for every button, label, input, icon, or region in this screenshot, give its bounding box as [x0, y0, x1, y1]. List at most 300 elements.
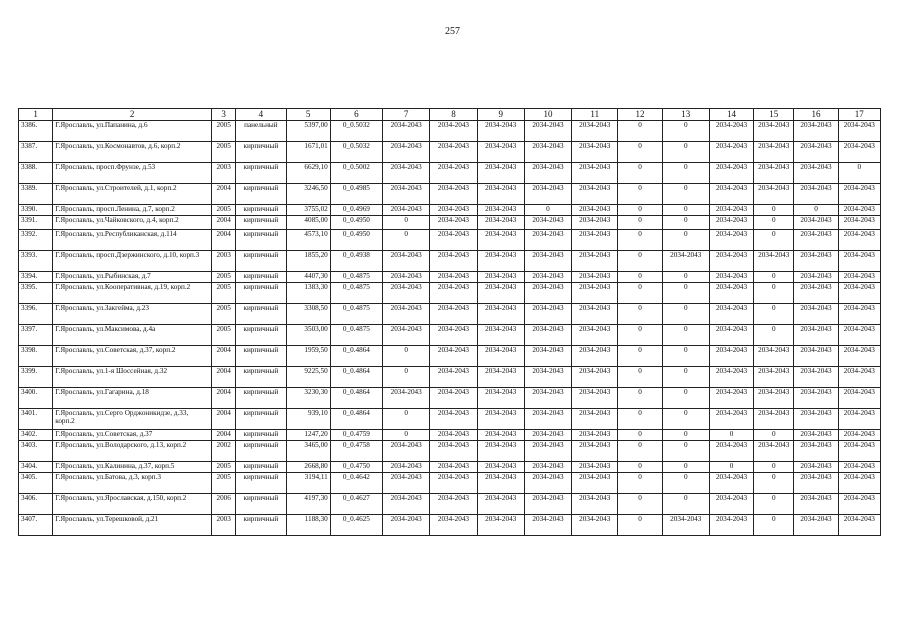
area-cell: 1855,20: [286, 251, 330, 272]
period-col-16-cell: 2034-2043: [794, 462, 838, 473]
index-value-cell: 0_0.4642: [330, 473, 382, 494]
row-number-cell: 3393.: [19, 251, 53, 272]
period-col-14-cell: 2034-2043: [709, 121, 753, 142]
wall-material-cell: кирпичный: [236, 163, 286, 184]
period-col-11-cell: 2034-2043: [572, 409, 618, 430]
period-col-10-cell: 2034-2043: [524, 184, 571, 205]
row-number-cell: 3394.: [19, 272, 53, 283]
period-col-11-cell: 2034-2043: [572, 163, 618, 184]
period-col-10-cell: 2034-2043: [524, 272, 571, 283]
period-col-15-cell: 2034-2043: [754, 142, 794, 163]
col-12-cell: 0: [618, 304, 662, 325]
column-header-1: 1: [19, 109, 53, 121]
period-col-10-cell: 0: [524, 205, 571, 216]
period-col-10-cell: 2034-2043: [524, 388, 571, 409]
period-col-17-cell: 2034-2043: [838, 473, 880, 494]
period-col-13-cell: 0: [662, 216, 709, 230]
wall-material-cell: кирпичный: [236, 283, 286, 304]
area-cell: 3194,11: [286, 473, 330, 494]
row-number-cell: 3395.: [19, 283, 53, 304]
period-col-15-cell: 0: [754, 494, 794, 515]
period-col-17-cell: 2034-2043: [838, 325, 880, 346]
period-col-17-cell: 2034-2043: [838, 515, 880, 536]
index-value-cell: 0_0.4864: [330, 388, 382, 409]
col-12-cell: 0: [618, 409, 662, 430]
wall-material-cell: кирпичный: [236, 409, 286, 430]
year-built-cell: 2005: [212, 304, 236, 325]
row-number-cell: 3389.: [19, 184, 53, 205]
period-col-8-cell: 2034-2043: [430, 205, 477, 216]
period-col-15-cell: 0: [754, 304, 794, 325]
period-col-16-cell: 2034-2043: [794, 473, 838, 494]
address-cell: Г.Ярославль, ул.Папанина, д.6: [53, 121, 212, 142]
period-col-16-cell: 2034-2043: [794, 251, 838, 272]
period-col-7-cell: 0: [383, 367, 430, 388]
period-col-7-cell: 2034-2043: [383, 304, 430, 325]
period-col-14-cell: 2034-2043: [709, 367, 753, 388]
period-col-16-cell: 2034-2043: [794, 163, 838, 184]
index-value-cell: 0_0.4875: [330, 272, 382, 283]
period-col-9-cell: 2034-2043: [477, 216, 524, 230]
period-col-11-cell: 2034-2043: [572, 283, 618, 304]
period-col-11-cell: 2034-2043: [572, 346, 618, 367]
wall-material-cell: кирпичный: [236, 430, 286, 441]
period-col-16-cell: 2034-2043: [794, 121, 838, 142]
period-col-14-cell: 2034-2043: [709, 230, 753, 251]
wall-material-cell: кирпичный: [236, 304, 286, 325]
col-12-cell: 0: [618, 163, 662, 184]
period-col-16-cell: 2034-2043: [794, 515, 838, 536]
table-row: [19, 304, 881, 325]
year-built-cell: 2004: [212, 346, 236, 367]
period-col-17-cell: 2034-2043: [838, 388, 880, 409]
period-col-17-cell: 2034-2043: [838, 272, 880, 283]
period-col-16-cell: 0: [794, 205, 838, 216]
year-built-cell: 2005: [212, 205, 236, 216]
col-12-cell: 0: [618, 205, 662, 216]
address-cell: Г.Ярославль, ул.Ярославская, д.150, корп.2: [53, 494, 212, 515]
index-value-cell: 0_0.4625: [330, 515, 382, 536]
area-cell: 3755,02: [286, 205, 330, 216]
period-col-11-cell: 2034-2043: [572, 325, 618, 346]
period-col-8-cell: 2034-2043: [430, 184, 477, 205]
index-value-cell: 0_0.4985: [330, 184, 382, 205]
year-built-cell: 2005: [212, 473, 236, 494]
period-col-7-cell: 0: [383, 346, 430, 367]
period-col-7-cell: 0: [383, 216, 430, 230]
period-col-13-cell: 0: [662, 283, 709, 304]
period-col-7-cell: 0: [383, 230, 430, 251]
address-cell: Г.Ярославль, ул.Калинина, д.37, корп.5: [53, 462, 212, 473]
address-cell: Г.Ярославль, ул.Закгейма, д.23: [53, 304, 212, 325]
wall-material-cell: кирпичный: [236, 251, 286, 272]
period-col-11-cell: 2034-2043: [572, 304, 618, 325]
col-12-cell: 0: [618, 494, 662, 515]
period-col-13-cell: 0: [662, 388, 709, 409]
period-col-7-cell: 2034-2043: [383, 283, 430, 304]
period-col-9-cell: 2034-2043: [477, 409, 524, 430]
year-built-cell: 2004: [212, 216, 236, 230]
wall-material-cell: кирпичный: [236, 388, 286, 409]
period-col-8-cell: 2034-2043: [430, 142, 477, 163]
address-cell: Г.Ярославль, ул.Кооперативная, д.19, корп.2: [53, 283, 212, 304]
wall-material-cell: кирпичный: [236, 515, 286, 536]
table-row: [19, 142, 881, 163]
col-12-cell: 0: [618, 515, 662, 536]
period-col-14-cell: 2034-2043: [709, 515, 753, 536]
area-cell: 2668,80: [286, 462, 330, 473]
year-built-cell: 2003: [212, 251, 236, 272]
wall-material-cell: кирпичный: [236, 346, 286, 367]
row-number-cell: 3401.: [19, 409, 53, 430]
period-col-10-cell: 2034-2043: [524, 367, 571, 388]
wall-material-cell: кирпичный: [236, 142, 286, 163]
row-number-cell: 3400.: [19, 388, 53, 409]
period-col-8-cell: 2034-2043: [430, 304, 477, 325]
column-header-13: 13: [662, 109, 709, 121]
period-col-10-cell: 2034-2043: [524, 430, 571, 441]
period-col-15-cell: 0: [754, 205, 794, 216]
period-col-16-cell: 2034-2043: [794, 283, 838, 304]
row-number-cell: 3392.: [19, 230, 53, 251]
period-col-8-cell: 2034-2043: [430, 515, 477, 536]
column-header-5: 5: [286, 109, 330, 121]
period-col-17-cell: 2034-2043: [838, 304, 880, 325]
period-col-11-cell: 2034-2043: [572, 494, 618, 515]
col-12-cell: 0: [618, 441, 662, 462]
period-col-9-cell: 2034-2043: [477, 205, 524, 216]
period-col-14-cell: 2034-2043: [709, 473, 753, 494]
period-col-7-cell: 2034-2043: [383, 142, 430, 163]
period-col-9-cell: 2034-2043: [477, 367, 524, 388]
period-col-13-cell: 0: [662, 430, 709, 441]
period-col-17-cell: 2034-2043: [838, 121, 880, 142]
period-col-9-cell: 2034-2043: [477, 142, 524, 163]
area-cell: 6629,10: [286, 163, 330, 184]
row-number-cell: 3403.: [19, 441, 53, 462]
period-col-10-cell: 2034-2043: [524, 494, 571, 515]
period-col-7-cell: 2034-2043: [383, 462, 430, 473]
col-12-cell: 0: [618, 430, 662, 441]
row-number-cell: 3386.: [19, 121, 53, 142]
wall-material-cell: панельный: [236, 121, 286, 142]
period-col-14-cell: 2034-2043: [709, 346, 753, 367]
address-cell: Г.Ярославль, просп.Дзержинского, д.10, корп.3: [53, 251, 212, 272]
col-12-cell: 0: [618, 251, 662, 272]
area-cell: 9225,50: [286, 367, 330, 388]
column-header-4: 4: [236, 109, 286, 121]
period-col-13-cell: 0: [662, 121, 709, 142]
area-cell: 939,10: [286, 409, 330, 430]
table-row: [19, 441, 881, 462]
table-row: [19, 251, 881, 272]
period-col-17-cell: 2034-2043: [838, 283, 880, 304]
period-col-10-cell: 2034-2043: [524, 441, 571, 462]
period-col-13-cell: 2034-2043: [662, 515, 709, 536]
period-col-7-cell: 2034-2043: [383, 121, 430, 142]
col-12-cell: 0: [618, 272, 662, 283]
area-cell: 5397,00: [286, 121, 330, 142]
period-col-17-cell: 2034-2043: [838, 430, 880, 441]
period-col-13-cell: 0: [662, 304, 709, 325]
period-col-11-cell: 2034-2043: [572, 142, 618, 163]
period-col-9-cell: 2034-2043: [477, 388, 524, 409]
period-col-13-cell: 0: [662, 367, 709, 388]
column-header-3: 3: [212, 109, 236, 121]
col-12-cell: 0: [618, 346, 662, 367]
area-cell: 1959,50: [286, 346, 330, 367]
period-col-9-cell: 2034-2043: [477, 163, 524, 184]
wall-material-cell: кирпичный: [236, 494, 286, 515]
col-12-cell: 0: [618, 184, 662, 205]
year-built-cell: 2004: [212, 430, 236, 441]
period-col-15-cell: 0: [754, 230, 794, 251]
row-number-cell: 3391.: [19, 216, 53, 230]
year-built-cell: 2004: [212, 367, 236, 388]
period-col-8-cell: 2034-2043: [430, 367, 477, 388]
period-col-13-cell: 0: [662, 325, 709, 346]
period-col-7-cell: 2034-2043: [383, 473, 430, 494]
column-header-15: 15: [754, 109, 794, 121]
period-col-15-cell: 2034-2043: [754, 251, 794, 272]
table-row: [19, 121, 881, 142]
period-col-8-cell: 2034-2043: [430, 216, 477, 230]
period-col-10-cell: 2034-2043: [524, 304, 571, 325]
period-col-11-cell: 2034-2043: [572, 251, 618, 272]
index-value-cell: 0_0.4759: [330, 430, 382, 441]
period-col-13-cell: 0: [662, 142, 709, 163]
period-col-8-cell: 2034-2043: [430, 163, 477, 184]
column-header-8: 8: [430, 109, 477, 121]
period-col-14-cell: 2034-2043: [709, 216, 753, 230]
wall-material-cell: кирпичный: [236, 473, 286, 494]
address-cell: Г.Ярославль, ул.Советская, д.37, корп.2: [53, 346, 212, 367]
table-row: [19, 388, 881, 409]
area-cell: 1247,20: [286, 430, 330, 441]
period-col-17-cell: 0: [838, 163, 880, 184]
table-row: [19, 272, 881, 283]
period-col-17-cell: 2034-2043: [838, 346, 880, 367]
period-col-9-cell: 2034-2043: [477, 441, 524, 462]
period-col-15-cell: 2034-2043: [754, 163, 794, 184]
period-col-7-cell: 2034-2043: [383, 441, 430, 462]
period-col-8-cell: 2034-2043: [430, 121, 477, 142]
area-cell: 3230,30: [286, 388, 330, 409]
period-col-7-cell: 2034-2043: [383, 163, 430, 184]
col-12-cell: 0: [618, 121, 662, 142]
period-col-11-cell: 2034-2043: [572, 515, 618, 536]
address-cell: Г.Ярославль, ул.Серго Орджоникидзе, д.33, корп.2: [53, 409, 212, 430]
wall-material-cell: кирпичный: [236, 367, 286, 388]
period-col-17-cell: 2034-2043: [838, 494, 880, 515]
area-cell: 3246,50: [286, 184, 330, 205]
period-col-16-cell: 2034-2043: [794, 184, 838, 205]
period-col-13-cell: 0: [662, 473, 709, 494]
period-col-16-cell: 2034-2043: [794, 325, 838, 346]
col-12-cell: 0: [618, 473, 662, 494]
period-col-11-cell: 2034-2043: [572, 230, 618, 251]
period-col-16-cell: 2034-2043: [794, 230, 838, 251]
period-col-10-cell: 2034-2043: [524, 251, 571, 272]
period-col-14-cell: 2034-2043: [709, 494, 753, 515]
period-col-9-cell: 2034-2043: [477, 473, 524, 494]
index-value-cell: 0_0.4950: [330, 216, 382, 230]
period-col-15-cell: 0: [754, 216, 794, 230]
period-col-9-cell: 2034-2043: [477, 251, 524, 272]
area-cell: 1188,30: [286, 515, 330, 536]
column-header-16: 16: [794, 109, 838, 121]
table-row: [19, 473, 881, 494]
table-row: [19, 367, 881, 388]
period-col-8-cell: 2034-2043: [430, 473, 477, 494]
period-col-15-cell: 2034-2043: [754, 441, 794, 462]
index-value-cell: 0_0.4875: [330, 304, 382, 325]
period-col-11-cell: 2034-2043: [572, 121, 618, 142]
table-row: [19, 430, 881, 441]
period-col-9-cell: 2034-2043: [477, 515, 524, 536]
row-number-cell: 3397.: [19, 325, 53, 346]
period-col-16-cell: 2034-2043: [794, 430, 838, 441]
wall-material-cell: кирпичный: [236, 441, 286, 462]
period-col-7-cell: 2034-2043: [383, 184, 430, 205]
period-col-14-cell: 2034-2043: [709, 441, 753, 462]
period-col-16-cell: 2034-2043: [794, 216, 838, 230]
period-col-13-cell: 0: [662, 272, 709, 283]
address-cell: Г.Ярославль, ул.Космонавтов, д.6, корп.2: [53, 142, 212, 163]
period-col-15-cell: 0: [754, 272, 794, 283]
address-cell: Г.Ярославль, ул.Батова, д.3, корп.3: [53, 473, 212, 494]
period-col-10-cell: 2034-2043: [524, 462, 571, 473]
period-col-10-cell: 2034-2043: [524, 121, 571, 142]
period-col-14-cell: 2034-2043: [709, 142, 753, 163]
period-col-15-cell: 2034-2043: [754, 367, 794, 388]
period-col-9-cell: 2034-2043: [477, 184, 524, 205]
index-value-cell: 0_0.4758: [330, 441, 382, 462]
period-col-10-cell: 2034-2043: [524, 283, 571, 304]
address-cell: Г.Ярославль, ул.Рыбинская, д.7: [53, 272, 212, 283]
area-cell: 4197,30: [286, 494, 330, 515]
period-col-15-cell: 2034-2043: [754, 388, 794, 409]
period-col-7-cell: 2034-2043: [383, 515, 430, 536]
area-cell: 3308,50: [286, 304, 330, 325]
row-number-cell: 3388.: [19, 163, 53, 184]
column-header-7: 7: [383, 109, 430, 121]
wall-material-cell: кирпичный: [236, 325, 286, 346]
index-value-cell: 0_0.4864: [330, 409, 382, 430]
period-col-17-cell: 2034-2043: [838, 409, 880, 430]
period-col-11-cell: 2034-2043: [572, 367, 618, 388]
wall-material-cell: кирпичный: [236, 205, 286, 216]
index-value-cell: 0_0.4627: [330, 494, 382, 515]
area-cell: 3503,00: [286, 325, 330, 346]
address-cell: Г.Ярославль, ул.Максимова, д.4а: [53, 325, 212, 346]
period-col-14-cell: 0: [709, 430, 753, 441]
header-row: [19, 109, 881, 121]
period-col-8-cell: 2034-2043: [430, 283, 477, 304]
wall-material-cell: кирпичный: [236, 216, 286, 230]
period-col-14-cell: 2034-2043: [709, 205, 753, 216]
period-col-10-cell: 2034-2043: [524, 346, 571, 367]
year-built-cell: 2005: [212, 283, 236, 304]
housing-registry-table: [18, 108, 881, 536]
period-col-11-cell: 2034-2043: [572, 473, 618, 494]
period-col-10-cell: 2034-2043: [524, 163, 571, 184]
year-built-cell: 2004: [212, 184, 236, 205]
area-cell: 3465,00: [286, 441, 330, 462]
period-col-14-cell: 2034-2043: [709, 272, 753, 283]
table-row: [19, 515, 881, 536]
period-col-17-cell: 2034-2043: [838, 462, 880, 473]
period-col-11-cell: 2034-2043: [572, 430, 618, 441]
period-col-14-cell: 2034-2043: [709, 409, 753, 430]
period-col-15-cell: 2034-2043: [754, 121, 794, 142]
address-cell: Г.Ярославль, ул.Гагарина, д.18: [53, 388, 212, 409]
table-row: [19, 184, 881, 205]
column-header-12: 12: [618, 109, 662, 121]
index-value-cell: 0_0.4750: [330, 462, 382, 473]
table-row: [19, 163, 881, 184]
period-col-16-cell: 2034-2043: [794, 409, 838, 430]
address-cell: Г.Ярославль, ул.Советская, д.37: [53, 430, 212, 441]
period-col-8-cell: 2034-2043: [430, 462, 477, 473]
area-cell: 1671,01: [286, 142, 330, 163]
period-col-14-cell: 2034-2043: [709, 304, 753, 325]
period-col-9-cell: 2034-2043: [477, 283, 524, 304]
year-built-cell: 2005: [212, 121, 236, 142]
index-value-cell: 0_0.5002: [330, 163, 382, 184]
address-cell: Г.Ярославль, ул.Республиканская, д.114: [53, 230, 212, 251]
period-col-13-cell: 0: [662, 205, 709, 216]
period-col-14-cell: 0: [709, 462, 753, 473]
year-built-cell: 2005: [212, 272, 236, 283]
year-built-cell: 2005: [212, 325, 236, 346]
table-row: [19, 283, 881, 304]
period-col-8-cell: 2034-2043: [430, 430, 477, 441]
period-col-14-cell: 2034-2043: [709, 325, 753, 346]
address-cell: Г.Ярославль, ул.Чайковского, д.4, корп.2: [53, 216, 212, 230]
row-number-cell: 3407.: [19, 515, 53, 536]
col-12-cell: 0: [618, 325, 662, 346]
period-col-16-cell: 2034-2043: [794, 367, 838, 388]
table-row: [19, 205, 881, 216]
period-col-9-cell: 2034-2043: [477, 430, 524, 441]
column-header-10: 10: [524, 109, 571, 121]
period-col-15-cell: 2034-2043: [754, 184, 794, 205]
year-built-cell: 2005: [212, 462, 236, 473]
row-number-cell: 3390.: [19, 205, 53, 216]
period-col-8-cell: 2034-2043: [430, 409, 477, 430]
address-cell: Г.Ярославль, ул.Строителей, д.1, корп.2: [53, 184, 212, 205]
address-cell: Г.Ярославль, ул.Терешковой, д.21: [53, 515, 212, 536]
row-number-cell: 3399.: [19, 367, 53, 388]
year-built-cell: 2004: [212, 388, 236, 409]
col-12-cell: 0: [618, 367, 662, 388]
period-col-7-cell: 2034-2043: [383, 251, 430, 272]
period-col-14-cell: 2034-2043: [709, 163, 753, 184]
period-col-10-cell: 2034-2043: [524, 142, 571, 163]
year-built-cell: 2003: [212, 515, 236, 536]
column-header-9: 9: [477, 109, 524, 121]
period-col-8-cell: 2034-2043: [430, 388, 477, 409]
period-col-15-cell: 0: [754, 430, 794, 441]
period-col-15-cell: 2034-2043: [754, 346, 794, 367]
period-col-14-cell: 2034-2043: [709, 184, 753, 205]
index-value-cell: 0_0.4875: [330, 283, 382, 304]
period-col-10-cell: 2034-2043: [524, 230, 571, 251]
period-col-13-cell: 0: [662, 409, 709, 430]
column-header-2: 2: [53, 109, 212, 121]
area-cell: 4085,00: [286, 216, 330, 230]
